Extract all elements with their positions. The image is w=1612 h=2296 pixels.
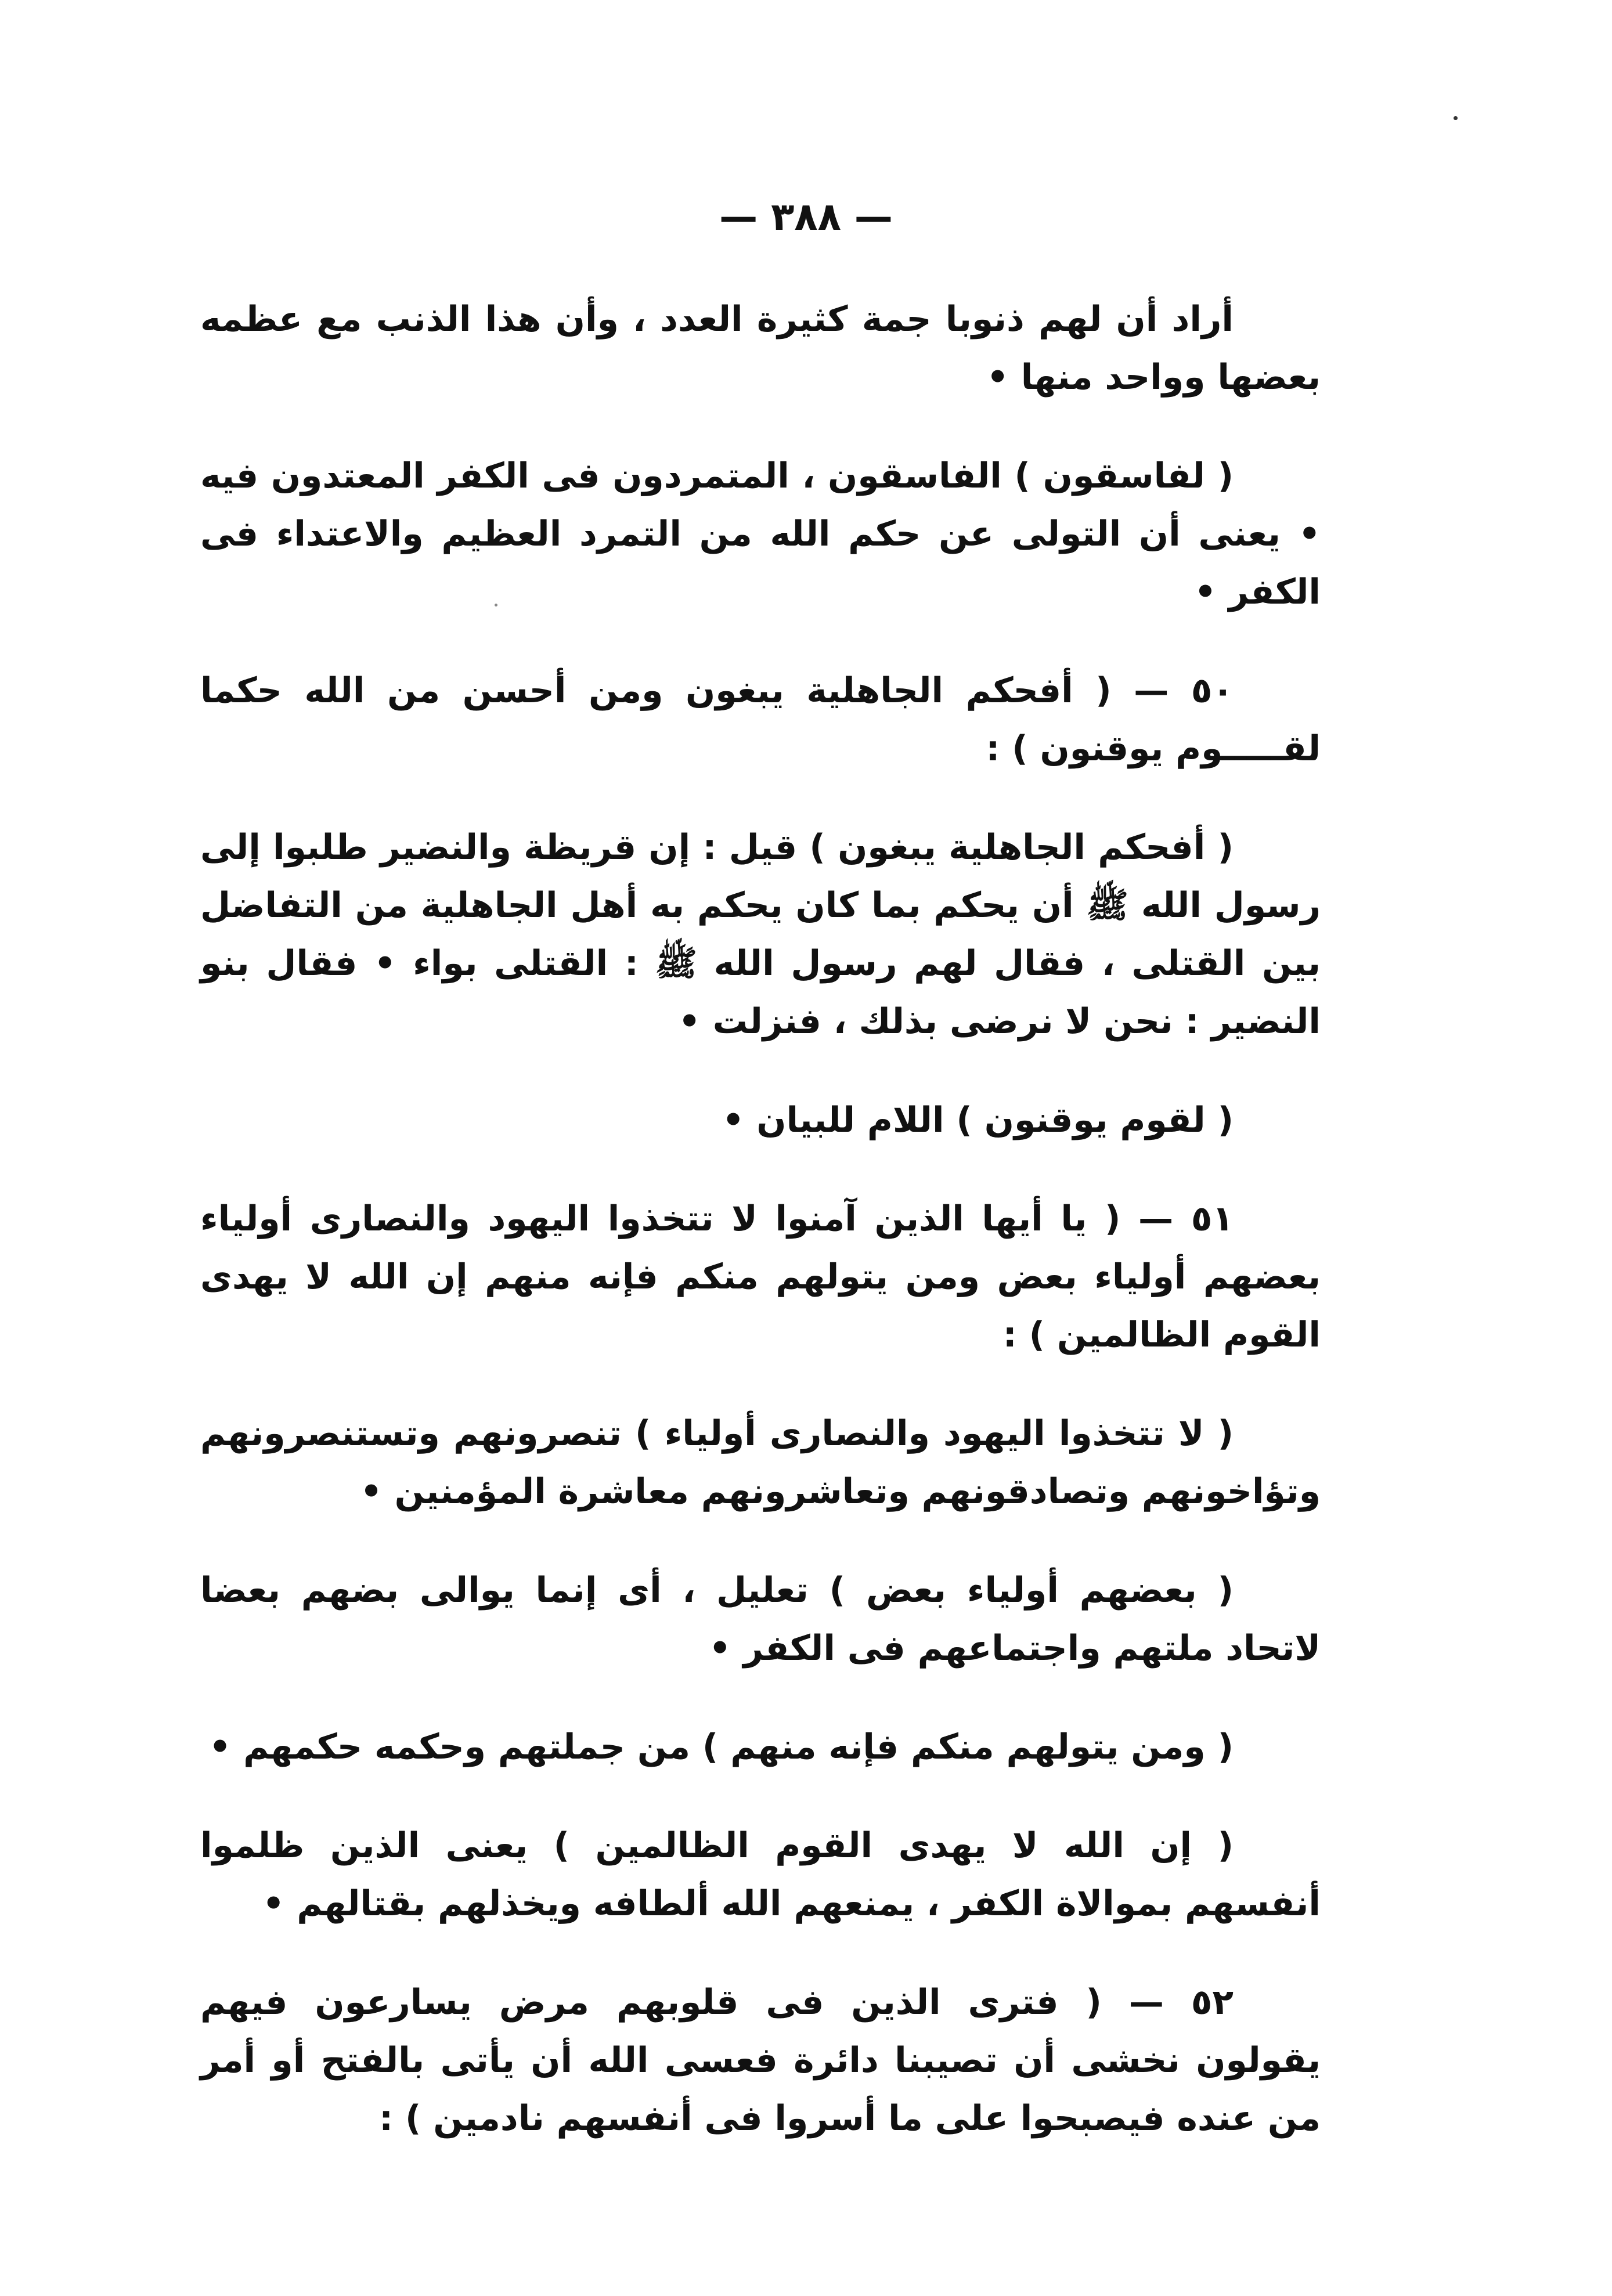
paragraph: ( لفاسقون ) الفاسقون ، المتمردون فى الكفر المعتدون فيه • يعنى أن التولى عن حكم الله من التمرد العظيم والاعتداء فى الكفر •: [200, 456, 1321, 612]
verse-paragraph: ٥٠ — ( أفحكم الجاهلية يبغون ومن أحسن من الله حكما لقـــــوم يوقنون ) :: [200, 670, 1321, 769]
paragraph: ( لا تتخذوا اليهود والنصارى أولياء ) تنصرونهم وتستنصرونهم وتؤاخونهم وتصادقونهم وتعاشرونهم معاشرة المؤمنين •: [200, 1413, 1321, 1512]
paragraph: ( بعضهم أولياء بعض ) تعليل ، أى إنما يوالى بضهم بعضا لاتحاد ملتهم واجتماعهم فى الكفر •: [200, 1570, 1321, 1669]
body-text: [200, 290, 1321, 2188]
verse-paragraph: ٥٢ — ( فترى الذين فى قلوبهم مرض يسارعون فيهم يقولون نخشى أن تصيبنا دائرة فعسى الله أن يأتى بالفتح أو أمر من عنده فيصبحوا على ما أسروا فى أنفسهم نادمين ) :: [200, 1982, 1321, 2139]
paragraph: ( أفحكم الجاهلية يبغون ) قيل : إن قريظة والنضير طلبوا إلى رسول الله ﷺ أن يحكم بما كان يحكم به أهل الجاهلية من التفاضل بين القتلى ، فقال لهم رسول الله ﷺ : القتلى بواء • فقال بنو النضير : نحن لا نرضى بذلك ، فنزلت •: [200, 827, 1321, 1042]
verse-paragraph: ٥١ — ( يا أيها الذين آمنوا لا تتخذوا اليهود والنصارى أولياء بعضهم أولياء بعض ومن يتولهم منكم فإنه منهم إن الله لا يهدى القوم الظالمين ) :: [200, 1198, 1321, 1355]
page-number: — ٣٨٨ —: [719, 194, 893, 239]
paragraph: ( إن الله لا يهدى القوم الظالمين ) يعنى الذين ظلموا أنفسهم بموالاة الكفر ، يمنعهم الله ألطافه ويخذلهم بقتالهم •: [200, 1825, 1321, 1924]
paragraph: أراد أن لهم ذنوبا جمة كثيرة العدد ، وأن هذا الذنب مع عظمه بعضها وواحد منها •: [200, 299, 1321, 398]
paragraph: ( لقوم يوقنون ) اللام للبيان •: [722, 1100, 1234, 1140]
scan-dot-mark: [1454, 116, 1458, 120]
paragraph: ( ومن يتولهم منكم فإنه منهم ) من جملتهم وحكمه حكمهم •: [208, 1727, 1234, 1767]
